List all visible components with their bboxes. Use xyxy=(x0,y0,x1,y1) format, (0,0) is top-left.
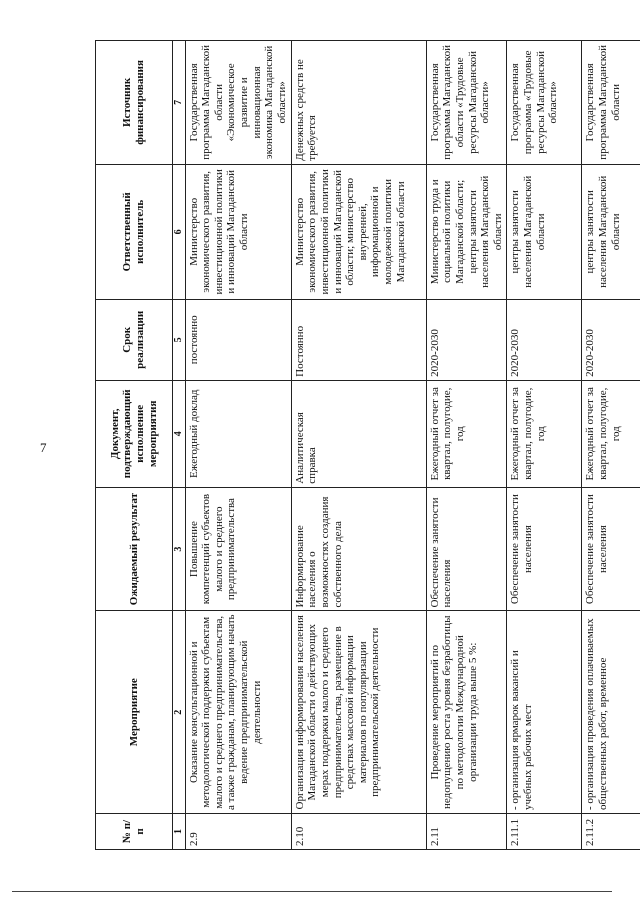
row-activity: Организация информирования населения Магаданской области о действующих мерах поддержки малого и среднего предпринимательства, размещение в средствах массовой информации материалов по популяризации предпринимательской деятельности xyxy=(291,611,426,814)
row-term: постоянно xyxy=(185,299,291,380)
page-number: 7 xyxy=(40,440,47,455)
row-funding: Государственная программа Магаданской области xyxy=(582,41,640,165)
header-row xyxy=(96,41,173,850)
column-number-row xyxy=(173,41,186,850)
header-result: Ожидаемый результат xyxy=(96,487,173,611)
row-activity: - организация ярмарок вакансий и учебных рабочих мест xyxy=(507,611,582,814)
row-num: 2.11.2 xyxy=(582,814,640,850)
table-row xyxy=(507,41,582,850)
row-term: Постоянно xyxy=(291,299,426,380)
row-executor: Министерство экономического развития, инвестиционной политики и инноваций Магаданской области xyxy=(185,164,291,299)
row-result: Информирование населения о возможностях создания собственного дела xyxy=(291,487,426,611)
header-activity: Мероприятие xyxy=(96,611,173,814)
row-executor: центры занятости населения Магаданской области xyxy=(507,164,582,299)
table-row xyxy=(426,41,507,850)
column-number: 7 xyxy=(173,41,186,165)
row-document: Ежегодный доклад xyxy=(185,380,291,487)
column-number: 4 xyxy=(173,380,186,487)
header-num: № п/п xyxy=(96,814,173,850)
row-funding: Денежных средств не требуется xyxy=(291,41,426,165)
rotated-table-container xyxy=(95,40,622,850)
row-executor: Министерство труда и социальной политики Магаданской области; центры занятости населения Магаданской области xyxy=(426,164,507,299)
row-num: 2.11 xyxy=(426,814,507,850)
column-number: 2 xyxy=(173,611,186,814)
header-funding: Источник финансирования xyxy=(96,41,173,165)
row-executor: Министерство экономического развития, инвестиционной политики и инноваций Магаданской области; министерство внутренней, информационной и молодежной политики Магаданской области xyxy=(291,164,426,299)
column-number: 6 xyxy=(173,164,186,299)
row-document: Аналитическая справка xyxy=(291,380,426,487)
row-activity: Оказание консультационной и методологической поддержки субъектам малого и среднего предпринимательства, а также гражданам, планирующим начать ведение предпринимательской деятельности xyxy=(185,611,291,814)
activities-table xyxy=(95,40,640,850)
bottom-divider xyxy=(12,891,612,892)
row-term: 2020-2030 xyxy=(582,299,640,380)
row-num: 2.9 xyxy=(185,814,291,850)
row-funding: Государственная программа Магаданской области «Трудовые ресурсы Магаданской области» xyxy=(426,41,507,165)
row-document: Ежегодный отчет за квартал, полугодие, год xyxy=(507,380,582,487)
row-num: 2.10 xyxy=(291,814,426,850)
row-funding: Государственная программа Магаданской области «Экономическое развитие и инновационная экономика Магаданской области» xyxy=(185,41,291,165)
row-result: Обеспечение занятости населения xyxy=(507,487,582,611)
row-activity: - организация проведения оплачиваемых общественных работ, временное xyxy=(582,611,640,814)
row-document: Ежегодный отчет за квартал, полугодие, год xyxy=(582,380,640,487)
header-executor: Ответственный исполнитель xyxy=(96,164,173,299)
table-row xyxy=(582,41,640,850)
column-number: 1 xyxy=(173,814,186,850)
row-activity: Проведение мероприятий по недопущению роста уровня безработицы по методологии Международной организации труда выше 5 %: xyxy=(426,611,507,814)
row-document: Ежегодный отчет за квартал, полугодие, год xyxy=(426,380,507,487)
row-result: Повышение компетенций субъектов малого и среднего предпринимательства xyxy=(185,487,291,611)
row-executor: центры занятости населения Магаданской области xyxy=(582,164,640,299)
row-result: Обеспечение занятости населения xyxy=(582,487,640,611)
column-number: 5 xyxy=(173,299,186,380)
table-row xyxy=(291,41,426,850)
column-number: 3 xyxy=(173,487,186,611)
table-row xyxy=(185,41,291,850)
row-result: Обеспечение занятости населения xyxy=(426,487,507,611)
row-funding: Государственная программа «Трудовые ресурсы Магаданской области» xyxy=(507,41,582,165)
row-term: 2020-2030 xyxy=(426,299,507,380)
header-document: Документ, подтверждающий исполнение мероприятия xyxy=(96,380,173,487)
row-num: 2.11.1 xyxy=(507,814,582,850)
header-term: Срок реализации xyxy=(96,299,173,380)
row-term: 2020-2030 xyxy=(507,299,582,380)
